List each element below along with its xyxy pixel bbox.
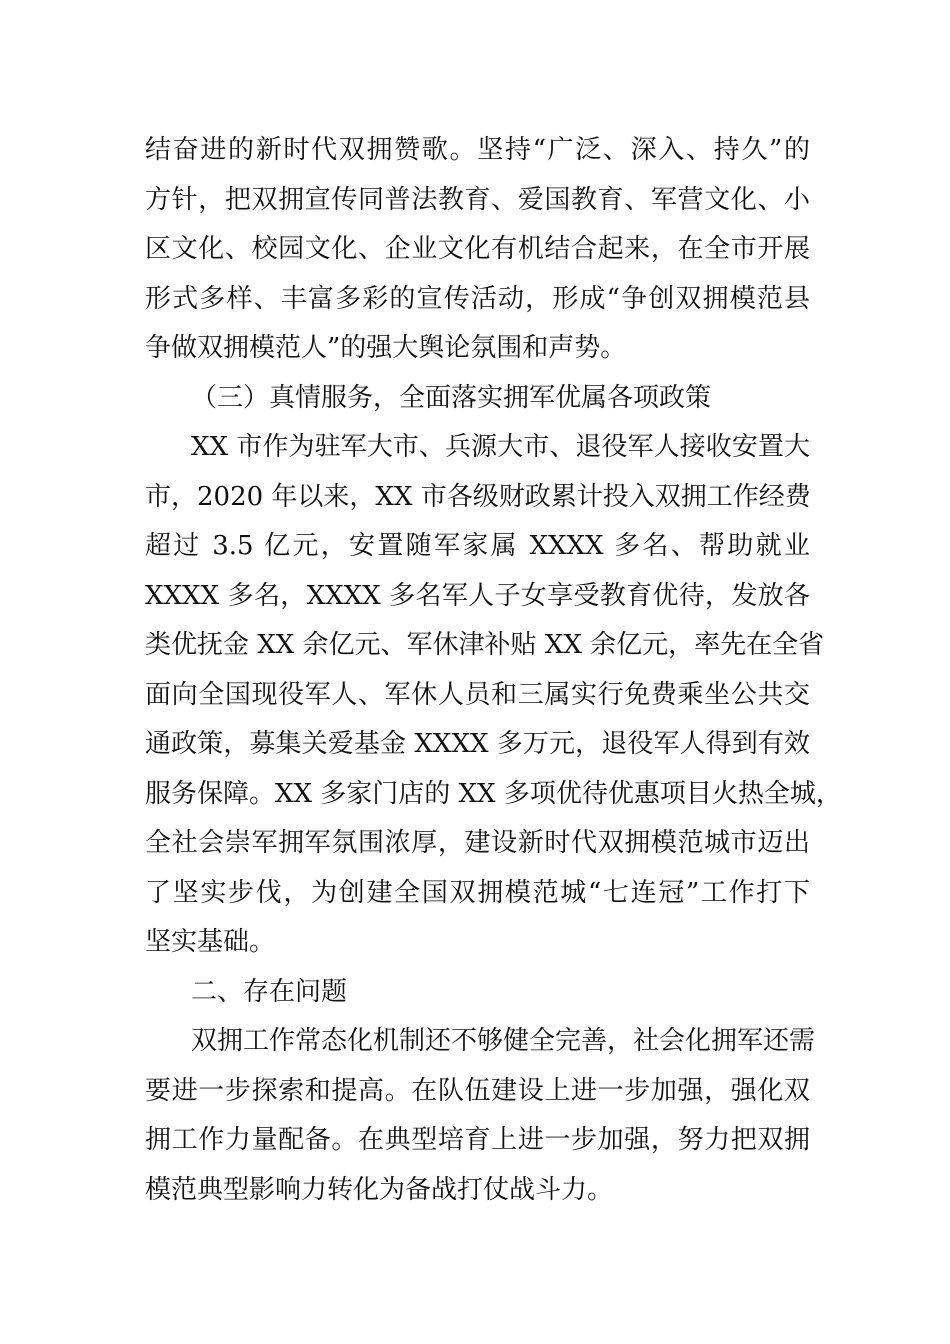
text-line: 坚实基础。 <box>145 927 276 957</box>
text-line: XX 市作为驻军大市、兵源大市、退役军人接收安置大 <box>191 432 810 462</box>
text-line: 通政策，募集关爱基金 XXXX 多万元，退役军人得到有效 <box>145 729 810 759</box>
text-line: 结奋进的新时代双拥赞歌。坚持“广泛、深入、持久”的 <box>145 135 810 165</box>
text-line: 形式多样、丰富多彩的宣传活动，形成“争创双拥模范县 <box>145 283 810 314</box>
text-line: 类优抚金 XX 余亿元、军休津补贴 XX 余亿元，率先在全省 <box>145 630 825 660</box>
text-line: 市，2020 年以来，XX 市各级财政累计投入双拥工作经费 <box>145 481 811 512</box>
paragraph-problems <box>145 1017 816 1215</box>
document-body <box>145 126 842 1215</box>
heading-text: 二、存在问题 <box>191 976 348 1007</box>
text-line: 面向全国现役军人、军休人员和三属实行免费乘坐公共交 <box>145 679 810 710</box>
text-line: 模范典型影响力转化为备战打仗战斗力。 <box>145 1174 614 1205</box>
paragraph-publicity <box>145 126 810 374</box>
heading-text: （三）真情服务，全面落实拥军优属各项政策 <box>191 382 712 413</box>
text-line: 要进一步探索和提高。在队伍建设上进一步加强，强化双 <box>145 1075 810 1106</box>
text-line: 拥工作力量配备。在典型培育上进一步加强，努力把双拥 <box>145 1125 810 1155</box>
section-heading-3 <box>145 374 810 424</box>
section-heading-2 <box>145 968 810 1018</box>
text-line: 服务保障。XX 多家门店的 XX 多项优待优惠项目火热全城， <box>145 778 842 809</box>
text-line: 双拥工作常态化机制还不够健全完善，社会化拥军还需 <box>191 1026 816 1056</box>
text-line: 区文化、校园文化、企业文化有机结合起来，在全市开展 <box>145 234 810 264</box>
text-line: 方针，把双拥宣传同普法教育、爱国教育、军营文化、小 <box>145 184 810 215</box>
text-line: 争做双拥模范人”的强大舆论氛围和声势。 <box>145 333 627 363</box>
text-line: 了坚实步伐，为创建全国双拥模范城“七连冠”工作打下 <box>145 877 810 908</box>
text-line: 全社会崇军拥军氛围浓厚，建设新时代双拥模范城市迈出 <box>145 828 810 858</box>
text-line: 超过 3.5 亿元，安置随军家属 XXXX 多名、帮助就业 <box>145 531 810 561</box>
text-line: XXXX 多名，XXXX 多名军人子女享受教育优待，发放各 <box>145 580 810 611</box>
paragraph-service <box>145 423 842 968</box>
